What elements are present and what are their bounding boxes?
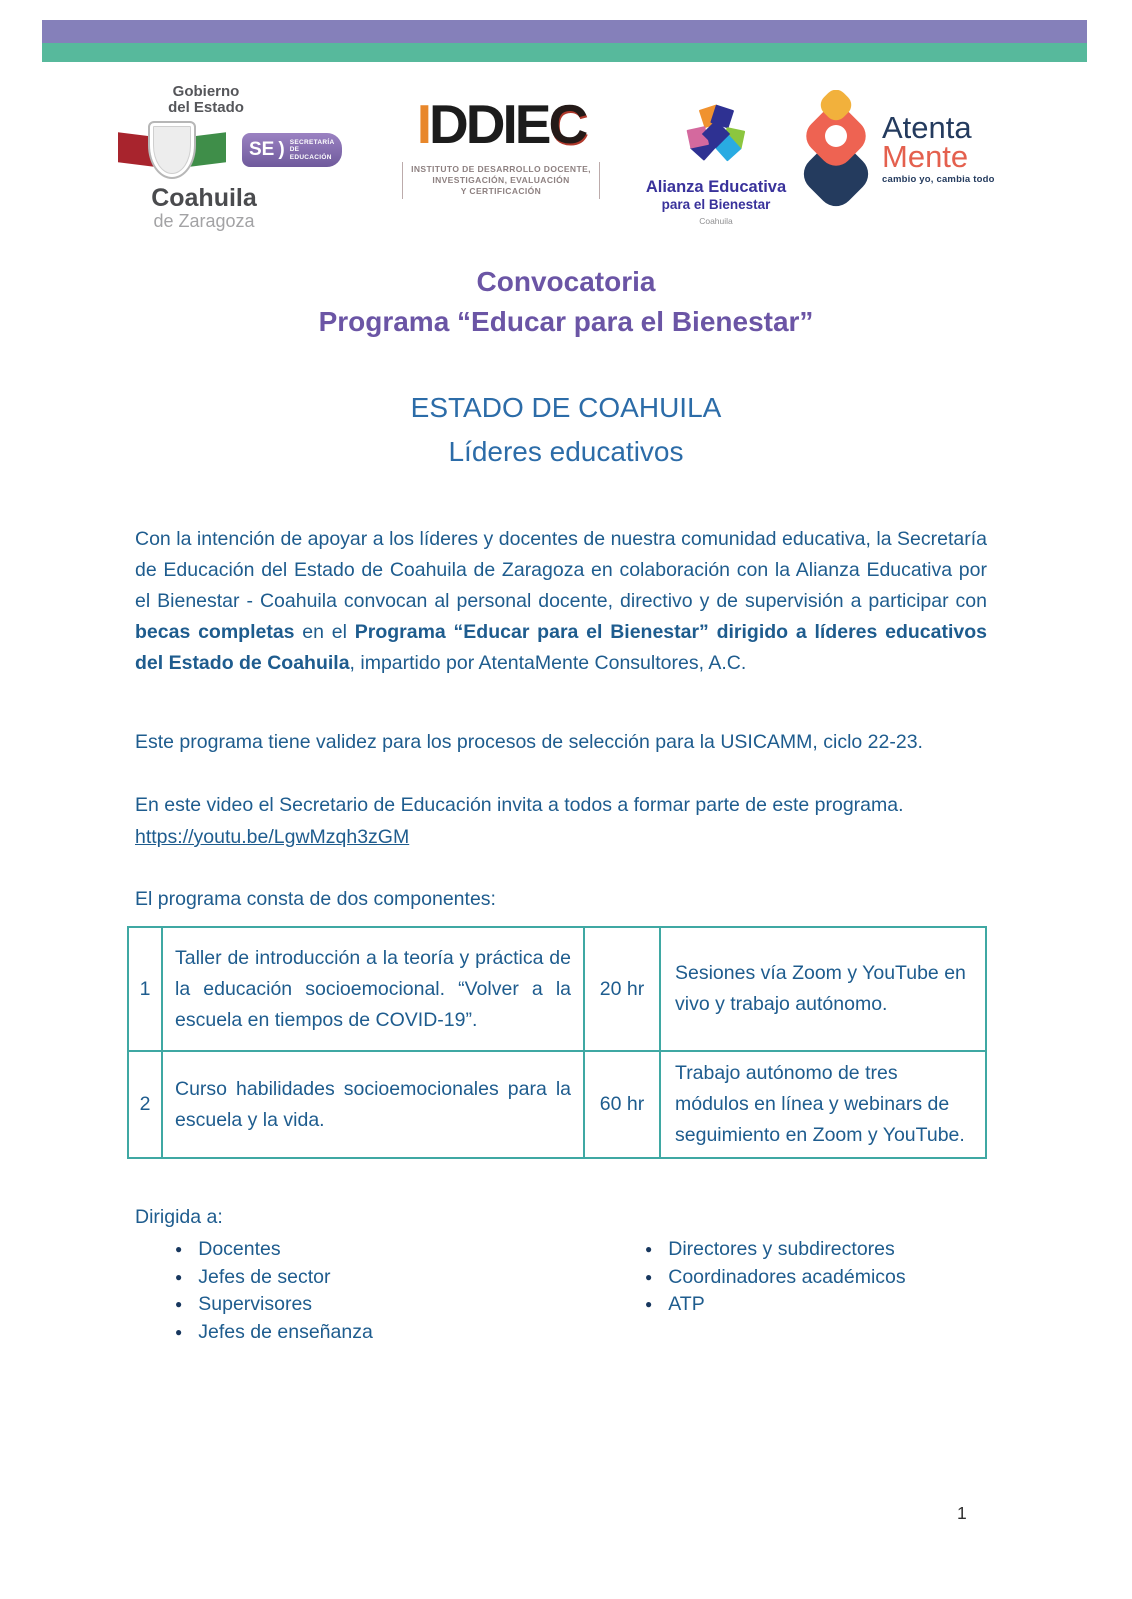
iddiec-letter: C (548, 93, 586, 155)
list-item (645, 1293, 906, 1321)
row-mode-cell: Sesiones vía Zoom y YouTube en vivo y trabajo autónomo. (660, 927, 986, 1051)
bullet-icon: ● (645, 1269, 653, 1284)
se-line1: SECRETARÍA (289, 138, 335, 146)
atentamente-tagline: cambio yo, cambia todo (882, 174, 995, 185)
bullet-icon: ● (175, 1242, 183, 1256)
row-mode-cell: Trabajo autónomo de tres módulos en línea y webinars de seguimiento en Zoom y YouTube. (660, 1051, 986, 1158)
document-title-line1: Convocatoria (476, 266, 656, 297)
row-hours-cell: 20 hr (584, 927, 660, 1051)
intro-text-mid: en el (294, 621, 355, 643)
document-title-line2: Programa “Educar para el Bienestar” (318, 306, 814, 337)
alianza-line3: Coahuila (699, 216, 733, 226)
audience-heading: Dirigida a: (135, 1206, 223, 1228)
row-description-cell: Taller de introducción a la teoría y práctica de la educación socioemocional. “Volver a la escuela en tiempos de COVID-19”. (162, 927, 584, 1051)
subtitle-audience: Líderes educativos (448, 436, 684, 467)
intro-paragraph (135, 524, 987, 679)
intro-bold-becas: becas completas (135, 621, 295, 643)
usicamm-paragraph: Este programa tiene validez para los procesos de selección para la USICAMM, ciclo 22-23. (135, 731, 923, 753)
components-intro: El programa consta de dos componentes: (135, 888, 496, 910)
iddiec-letter: I (502, 93, 515, 155)
list-item (645, 1266, 906, 1294)
youtube-link[interactable]: https://youtu.be/LgwMzqh3zGM (135, 826, 410, 848)
audience-list-right (645, 1238, 906, 1321)
top-bar-purple (42, 20, 1087, 43)
iddiec-logo (392, 93, 610, 199)
video-paragraph (135, 789, 987, 853)
table-row (128, 1051, 986, 1158)
list-item-label: Docentes (198, 1238, 281, 1260)
intro-bold-programa: Programa “Educar para el Bienestar” dirigido a líderes educativos del Estado de Coahuila (135, 621, 987, 674)
list-item (175, 1238, 373, 1266)
subtitle-state: ESTADO DE COAHUILA (410, 392, 722, 423)
bullet-icon: ● (175, 1297, 183, 1311)
iddiec-letter: I (416, 93, 430, 155)
atentamente-logo (796, 90, 1026, 208)
top-bar-teal (42, 43, 1087, 62)
table-row (128, 927, 986, 1051)
iddiec-caption-line: INVESTIGACIÓN, EVALUACIÓN (432, 175, 570, 185)
iddiec-caption-line: Y CERTIFICACIÓN (460, 186, 542, 196)
page-number: 1 (957, 1503, 967, 1523)
list-item (645, 1238, 906, 1266)
se-line2: DE EDUCACIÓN (289, 146, 332, 161)
list-item (175, 1321, 373, 1349)
atentamente-word1: Atenta (882, 110, 972, 145)
row-description-cell: Curso habilidades socioemocionales para la escuela y la vida. (162, 1051, 584, 1158)
atentamente-word2: Mente (882, 139, 969, 174)
list-item-label: ATP (668, 1293, 705, 1315)
list-item-label: Jefes de sector (198, 1265, 331, 1288)
alianza-star-icon (674, 90, 758, 176)
gobierno-coahuila-logo (118, 84, 383, 231)
audience-list-left (175, 1238, 373, 1348)
alianza-line2: para el Bienestar (661, 197, 771, 212)
list-item (175, 1293, 373, 1321)
iddiec-letter: E (514, 93, 549, 155)
iddiec-caption (402, 162, 600, 199)
gobierno-state-name: Coahuila (151, 184, 257, 212)
list-item-label: Coordinadores académicos (668, 1265, 906, 1288)
row-number-cell: 2 (128, 1051, 162, 1158)
gobierno-state-sub: de Zaragoza (153, 211, 255, 231)
row-hours-cell: 60 hr (584, 1051, 660, 1158)
alianza-line1: Alianza Educativa (645, 178, 787, 196)
components-table (127, 926, 987, 1159)
list-item-label: Supervisores (198, 1293, 313, 1315)
bullet-icon: ● (175, 1324, 183, 1339)
intro-text-end: , impartido por AtentaMente Consultores, A.C. (349, 652, 747, 674)
bullet-icon: ● (645, 1242, 653, 1256)
row-number-cell: 1 (128, 927, 162, 1051)
iddiec-acronym (416, 93, 586, 155)
se-paren: ) (278, 139, 285, 160)
gobierno-line1: Gobierno (172, 83, 240, 100)
list-item-label: Directores y subdirectores (668, 1238, 895, 1260)
iddiec-letter: D (465, 93, 503, 155)
intro-text: Con la intención de apoyar a los líderes y docentes de nuestra comunidad educativa, la Secretaría de Educación del Estado de Coahuila de Zaragoza en colaboración con la Alianza Educativa por el Bienestar - Coahuila convocan al personal docente, directivo y de supervisión a participar con (135, 528, 987, 612)
iddiec-caption-line: INSTITUTO DE DESARROLLO DOCENTE, (411, 164, 591, 174)
bullet-icon: ● (645, 1297, 653, 1311)
bullet-icon: ● (175, 1269, 183, 1284)
list-item (175, 1266, 373, 1294)
coat-of-arms-icon (148, 121, 196, 179)
se-abbr: SE (249, 139, 275, 160)
list-item-label: Jefes de enseñanza (198, 1320, 373, 1343)
atentamente-mark-icon (796, 90, 876, 208)
alianza-educativa-logo (627, 90, 805, 226)
gobierno-line2: del Estado (168, 99, 244, 116)
se-secretaria-badge (242, 133, 342, 167)
video-text: En este video el Secretario de Educación invita a todos a formar parte de este programa. (135, 794, 904, 816)
iddiec-letter: D (429, 93, 466, 155)
